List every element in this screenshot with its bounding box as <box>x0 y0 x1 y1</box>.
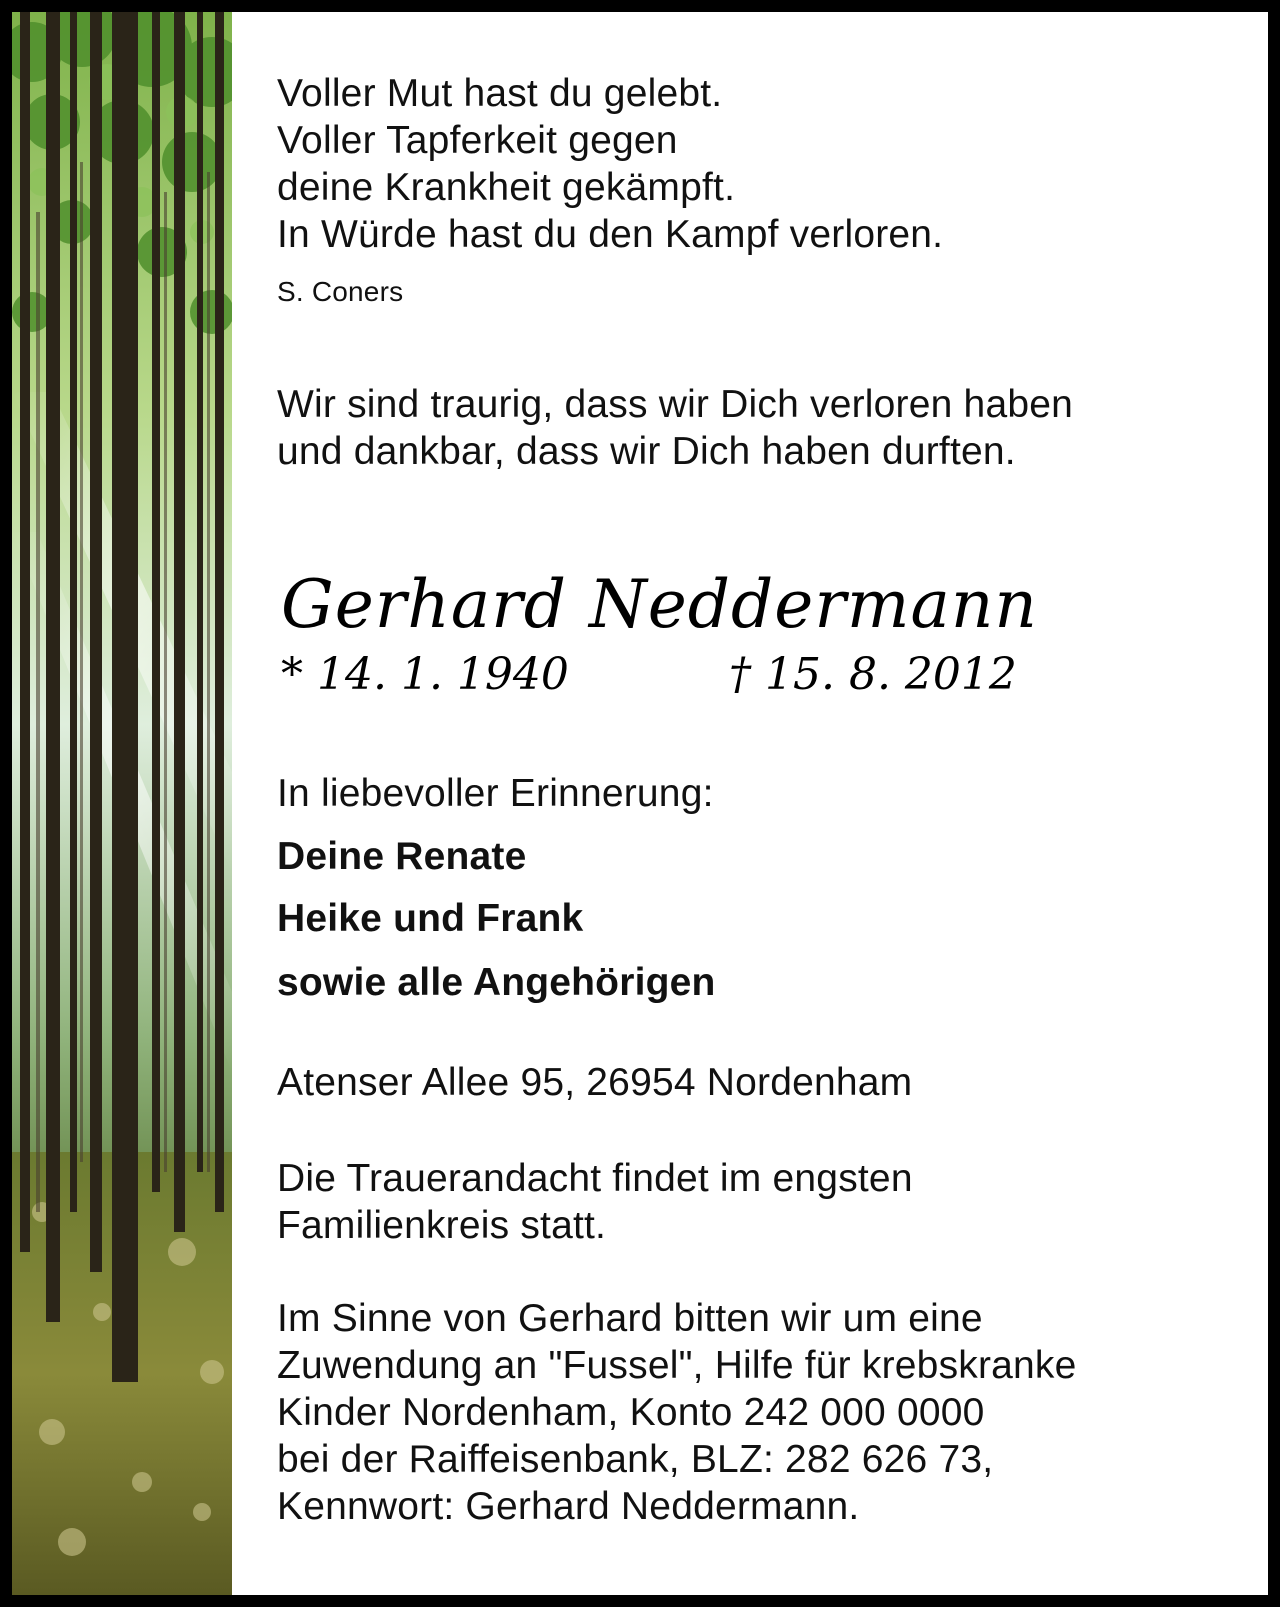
birth-date: * 14. 1. 1940 <box>281 649 569 700</box>
poem-author: S. Coners <box>277 276 404 307</box>
poem-line-4: In Würde hast du den Kampf verloren. <box>277 213 944 256</box>
death-date: † 15. 8. 2012 <box>729 649 1017 700</box>
donation-line-2: Zuwendung an "Fussel", Hilfe für krebskranke <box>277 1344 1077 1387</box>
mourner-line-3: sowie alle Angehörigen <box>277 961 716 1004</box>
poem-line-3: deine Krankheit gekämpft. <box>277 166 736 209</box>
donation-line-1: Im Sinne von Gerhard bitten wir um eine <box>277 1297 983 1340</box>
mourners-intro: In liebevoller Erinnerung: <box>277 772 714 815</box>
donation-line-5: Kennwort: Gerhard Neddermann. <box>277 1485 860 1528</box>
mourner-line-1: Deine Renate <box>277 835 527 878</box>
intro-line-2: und dankbar, dass wir Dich haben durften. <box>277 430 1016 473</box>
poem-line-2: Voller Tapferkeit gegen <box>277 119 678 162</box>
forest-image <box>12 12 232 1595</box>
service-line-2: Familienkreis statt. <box>277 1204 607 1247</box>
address: Atenser Allee 95, 26954 Nordenham <box>277 1061 913 1104</box>
poem-line-1: Voller Mut hast du gelebt. <box>277 72 723 115</box>
intro-line-1: Wir sind traurig, dass wir Dich verloren haben <box>277 383 1073 426</box>
mourner-line-2: Heike und Frank <box>277 897 584 940</box>
donation-line-4: bei der Raiffeisenbank, BLZ: 282 626 73, <box>277 1438 994 1481</box>
deceased-name: Gerhard Neddermann <box>281 566 1038 643</box>
forest-illustration <box>12 12 232 1595</box>
donation-line-3: Kinder Nordenham, Konto 242 000 0000 <box>277 1391 985 1434</box>
service-line-1: Die Trauerandacht findet im engsten <box>277 1157 913 1200</box>
